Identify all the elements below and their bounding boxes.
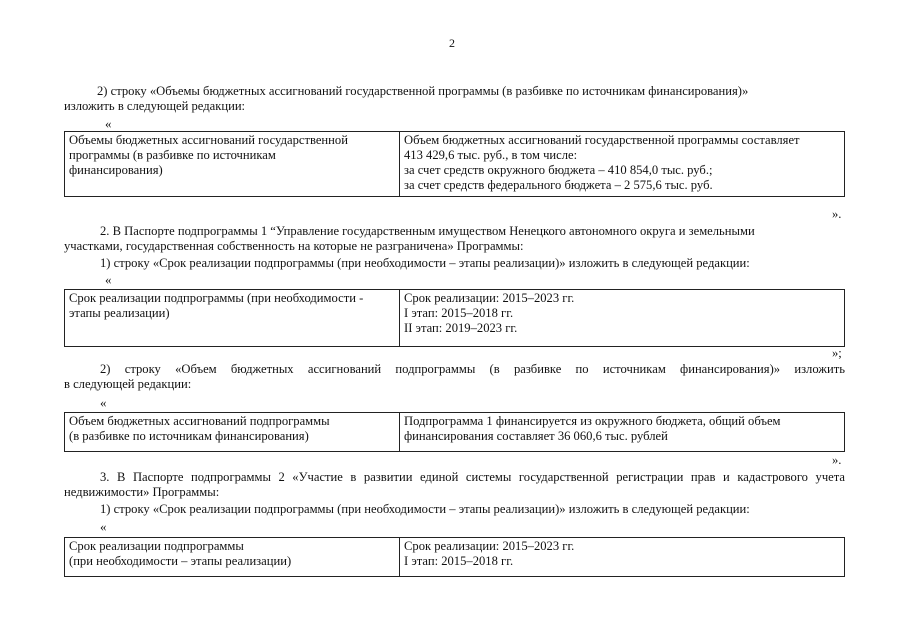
block2-intro: 1) строку «Срок реализации подпрограммы (при необходимости – этапы реализации)» изложить в следующей редакции:	[100, 256, 750, 270]
block1-right-cell	[400, 132, 845, 197]
page-number: 2	[449, 36, 455, 50]
block4-left-cell	[65, 538, 400, 577]
block2-right-cell	[400, 290, 845, 347]
block2-heading-line2: участками, государственная собственность на которые не разграничена» Программы:	[64, 239, 524, 253]
block1-right-line: за счет средств окружного бюджета – 410 854,0 тыс. руб.;	[404, 163, 713, 177]
block1-right-line: Объем бюджетных ассигнований государственной программы составляет	[404, 133, 800, 147]
block2-left-line: Срок реализации подпрограммы (при необходимости -	[69, 291, 364, 305]
block1-left-line: Объемы бюджетных ассигнований государственной	[69, 133, 348, 147]
block1-table	[64, 131, 845, 197]
block3-left-cell	[65, 413, 400, 452]
block1-intro-line2: изложить в следующей редакции:	[64, 99, 246, 113]
block1-intro-line1: 2) строку «Объемы бюджетных ассигнований государственной программы (в разбивке по источникам финансирования)»	[97, 84, 749, 98]
block3-right-line: финансирования составляет 36 060,6 тыс. рублей	[404, 429, 668, 443]
block1-left-line: финансирования)	[69, 163, 163, 177]
block4-heading	[64, 470, 845, 500]
block4-table	[64, 537, 845, 577]
block4-heading-line1: 3. В Паспорте подпрограммы 2 «Участие в развитии единой системы государственной регистрации прав и кадастрового учета	[100, 470, 845, 484]
block1-open-quote: «	[105, 116, 112, 131]
block4-open-quote: «	[100, 519, 107, 534]
block1-close-quote: ».	[832, 207, 842, 221]
block4-left-line: Срок реализации подпрограммы	[69, 539, 244, 553]
block3-right-cell	[400, 413, 845, 452]
block1-left-line: программы (в разбивке по источникам	[69, 148, 276, 162]
block2-right-line: II этап: 2019–2023 гг.	[404, 321, 518, 335]
block2-heading-line1: 2. В Паспорте подпрограммы 1 “Управление государственным имуществом Ненецкого автономного округа и земельными	[100, 224, 755, 238]
block1-intro	[64, 84, 845, 114]
block3-intro-line1: 2) строку «Объем бюджетных ассигнований подпрограммы (в разбивке по источникам финансирования)» изложить	[100, 362, 845, 376]
block3-left-line: Объем бюджетных ассигнований подпрограммы	[69, 414, 330, 428]
block2-left-cell	[65, 290, 400, 347]
block2-left-line: этапы реализации)	[69, 306, 170, 320]
block3-table	[64, 412, 845, 452]
block2-table	[64, 289, 845, 347]
block4-intro: 1) строку «Срок реализации подпрограммы (при необходимости – этапы реализации)» изложить в следующей редакции:	[100, 502, 750, 516]
block1-right-line: 413 429,6 тыс. руб., в том числе:	[404, 148, 578, 162]
block3-left-line: (в разбивке по источникам финансирования)	[69, 429, 309, 443]
block4-right-line: I этап: 2015–2018 гг.	[404, 554, 514, 568]
block3-open-quote: «	[100, 395, 107, 410]
block3-close-quote: ».	[832, 453, 842, 467]
block2-open-quote: «	[105, 272, 112, 287]
block4-left-line: (при необходимости – этапы реализации)	[69, 554, 292, 568]
block2-close-quote: »;	[832, 346, 842, 360]
block4-right-cell	[400, 538, 845, 577]
block3-intro-line2: в следующей редакции:	[64, 377, 192, 391]
block3-right-line: Подпрограмма 1 финансируется из окружного бюджета, общий объем	[404, 414, 781, 428]
block1-left-cell	[65, 132, 400, 197]
block1-right-line: за счет средств федерального бюджета – 2 575,6 тыс. руб.	[404, 178, 713, 192]
block2-heading	[64, 224, 845, 254]
block3-intro	[64, 362, 845, 392]
block2-right-line: I этап: 2015–2018 гг.	[404, 306, 514, 320]
block4-right-line: Срок реализации: 2015–2023 гг.	[404, 539, 575, 553]
block2-right-line: Срок реализации: 2015–2023 гг.	[404, 291, 575, 305]
block4-heading-line2: недвижимости» Программы:	[64, 485, 220, 499]
